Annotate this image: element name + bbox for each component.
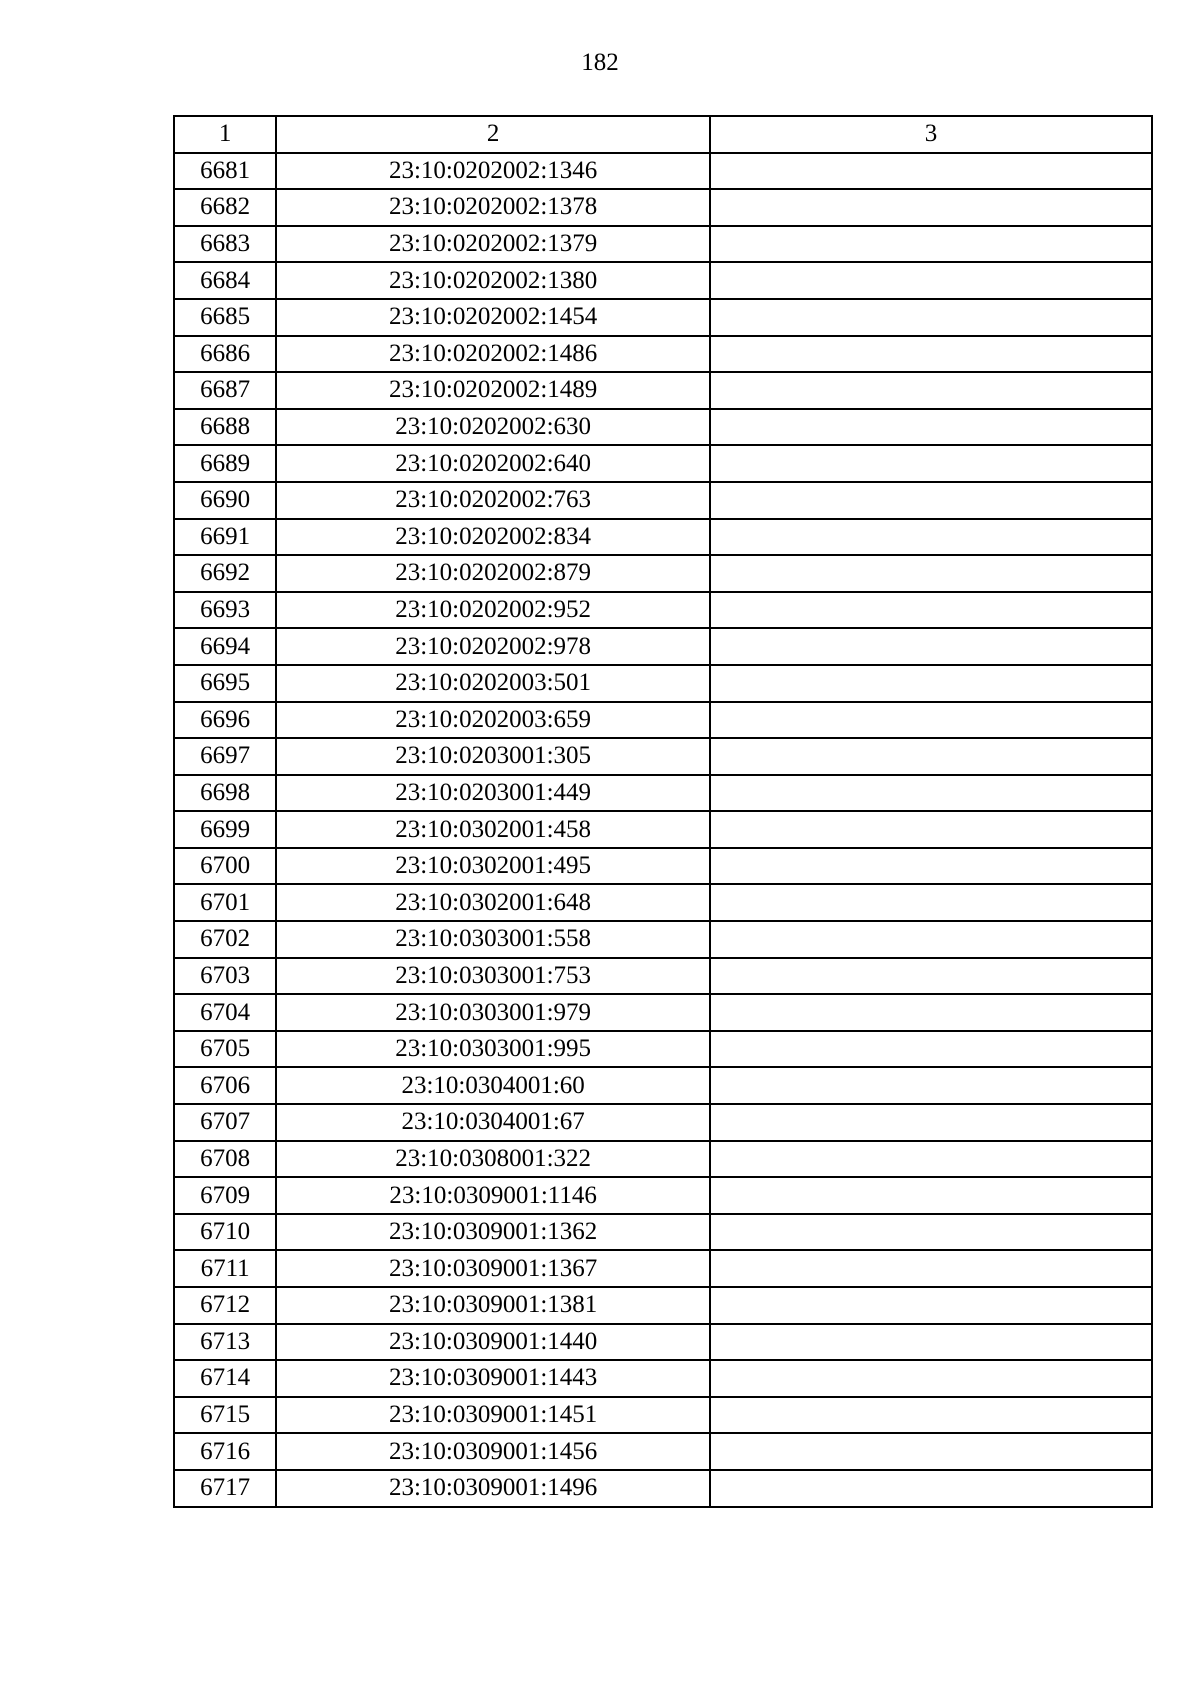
table-row: [174, 994, 1152, 1031]
note-cell: [710, 811, 1152, 848]
cadastral-number-cell: 23:10:0309001:1440: [276, 1324, 710, 1361]
note-cell: [710, 1324, 1152, 1361]
row-number-cell: 6714: [174, 1360, 276, 1397]
row-number-cell: 6705: [174, 1031, 276, 1068]
column-header-3: 3: [710, 116, 1152, 153]
table-row: [174, 1433, 1152, 1470]
row-number-cell: 6696: [174, 702, 276, 739]
table-row: [174, 702, 1152, 739]
row-number-cell: 6689: [174, 445, 276, 482]
table-row: [174, 958, 1152, 995]
table-row: [174, 921, 1152, 958]
cadastral-number-cell: 23:10:0309001:1362: [276, 1214, 710, 1251]
note-cell: [710, 1177, 1152, 1214]
page-number: 182: [581, 49, 619, 76]
table-row: [174, 299, 1152, 336]
row-number-cell: 6694: [174, 628, 276, 665]
table-row: [174, 592, 1152, 629]
note-cell: [710, 299, 1152, 336]
row-number-cell: 6717: [174, 1470, 276, 1507]
cadastral-number-cell: 23:10:0303001:995: [276, 1031, 710, 1068]
note-cell: [710, 628, 1152, 665]
cadastral-number-cell: 23:10:0202002:952: [276, 592, 710, 629]
table-row: [174, 1360, 1152, 1397]
cadastral-table: [173, 115, 1153, 1508]
table-row: [174, 336, 1152, 373]
cadastral-number-cell: 23:10:0303001:753: [276, 958, 710, 995]
table-row: [174, 226, 1152, 263]
row-number-cell: 6683: [174, 226, 276, 263]
cadastral-number-cell: 23:10:0202002:763: [276, 482, 710, 519]
table-row: [174, 189, 1152, 226]
table-row: [174, 1177, 1152, 1214]
cadastral-number-cell: 23:10:0202003:659: [276, 702, 710, 739]
row-number-cell: 6703: [174, 958, 276, 995]
table-row: [174, 372, 1152, 409]
row-number-cell: 6702: [174, 921, 276, 958]
cadastral-number-cell: 23:10:0202002:879: [276, 555, 710, 592]
note-cell: [710, 1250, 1152, 1287]
note-cell: [710, 848, 1152, 885]
note-cell: [710, 1287, 1152, 1324]
table-row: [174, 1031, 1152, 1068]
cadastral-number-cell: 23:10:0203001:449: [276, 775, 710, 812]
cadastral-number-cell: 23:10:0309001:1443: [276, 1360, 710, 1397]
note-cell: [710, 445, 1152, 482]
row-number-cell: 6700: [174, 848, 276, 885]
row-number-cell: 6709: [174, 1177, 276, 1214]
row-number-cell: 6704: [174, 994, 276, 1031]
note-cell: [710, 409, 1152, 446]
row-number-cell: 6681: [174, 153, 276, 190]
table-row: [174, 1104, 1152, 1141]
note-cell: [710, 482, 1152, 519]
note-cell: [710, 738, 1152, 775]
note-cell: [710, 884, 1152, 921]
note-cell: [710, 592, 1152, 629]
cadastral-number-cell: 23:10:0202002:1379: [276, 226, 710, 263]
row-number-cell: 6682: [174, 189, 276, 226]
table-row: [174, 1324, 1152, 1361]
table-row: [174, 775, 1152, 812]
note-cell: [710, 1397, 1152, 1434]
cadastral-number-cell: 23:10:0303001:558: [276, 921, 710, 958]
cadastral-number-cell: 23:10:0304001:60: [276, 1067, 710, 1104]
table-row: [174, 628, 1152, 665]
note-cell: [710, 958, 1152, 995]
row-number-cell: 6701: [174, 884, 276, 921]
column-header-2: 2: [276, 116, 710, 153]
note-cell: [710, 1470, 1152, 1507]
row-number-cell: 6697: [174, 738, 276, 775]
note-cell: [710, 189, 1152, 226]
row-number-cell: 6691: [174, 519, 276, 556]
note-cell: [710, 1141, 1152, 1178]
row-number-cell: 6685: [174, 299, 276, 336]
note-cell: [710, 1433, 1152, 1470]
note-cell: [710, 702, 1152, 739]
cadastral-number-cell: 23:10:0309001:1456: [276, 1433, 710, 1470]
row-number-cell: 6693: [174, 592, 276, 629]
note-cell: [710, 1360, 1152, 1397]
table-row: [174, 555, 1152, 592]
column-header-1: 1: [174, 116, 276, 153]
table-row: [174, 811, 1152, 848]
cadastral-number-cell: 23:10:0202002:1346: [276, 153, 710, 190]
row-number-cell: 6711: [174, 1250, 276, 1287]
note-cell: [710, 1067, 1152, 1104]
cadastral-number-cell: 23:10:0202003:501: [276, 665, 710, 702]
table-row: [174, 153, 1152, 190]
row-number-cell: 6716: [174, 1433, 276, 1470]
note-cell: [710, 921, 1152, 958]
row-number-cell: 6686: [174, 336, 276, 373]
row-number-cell: 6707: [174, 1104, 276, 1141]
cadastral-number-cell: 23:10:0302001:458: [276, 811, 710, 848]
table-row: [174, 1067, 1152, 1104]
cadastral-number-cell: 23:10:0202002:834: [276, 519, 710, 556]
row-number-cell: 6684: [174, 262, 276, 299]
cadastral-number-cell: 23:10:0202002:640: [276, 445, 710, 482]
row-number-cell: 6710: [174, 1214, 276, 1251]
row-number-cell: 6695: [174, 665, 276, 702]
table-body: [174, 153, 1152, 1507]
cadastral-number-cell: 23:10:0202002:1380: [276, 262, 710, 299]
row-number-cell: 6692: [174, 555, 276, 592]
row-number-cell: 6706: [174, 1067, 276, 1104]
row-number-cell: 6699: [174, 811, 276, 848]
cadastral-number-cell: 23:10:0309001:1451: [276, 1397, 710, 1434]
note-cell: [710, 226, 1152, 263]
table-row: [174, 262, 1152, 299]
note-cell: [710, 336, 1152, 373]
note-cell: [710, 994, 1152, 1031]
table-row: [174, 1250, 1152, 1287]
cadastral-number-cell: 23:10:0302001:495: [276, 848, 710, 885]
table-row: [174, 445, 1152, 482]
table-row: [174, 1470, 1152, 1507]
row-number-cell: 6688: [174, 409, 276, 446]
row-number-cell: 6715: [174, 1397, 276, 1434]
row-number-cell: 6708: [174, 1141, 276, 1178]
cadastral-number-cell: 23:10:0309001:1367: [276, 1250, 710, 1287]
table-row: [174, 482, 1152, 519]
table-header: [174, 116, 1152, 153]
cadastral-number-cell: 23:10:0309001:1381: [276, 1287, 710, 1324]
cadastral-number-cell: 23:10:0303001:979: [276, 994, 710, 1031]
cadastral-number-cell: 23:10:0203001:305: [276, 738, 710, 775]
table-row: [174, 1141, 1152, 1178]
cadastral-number-cell: 23:10:0309001:1496: [276, 1470, 710, 1507]
row-number-cell: 6713: [174, 1324, 276, 1361]
cadastral-number-cell: 23:10:0309001:1146: [276, 1177, 710, 1214]
cadastral-number-cell: 23:10:0202002:1486: [276, 336, 710, 373]
cadastral-number-cell: 23:10:0202002:1454: [276, 299, 710, 336]
table-row: [174, 409, 1152, 446]
note-cell: [710, 153, 1152, 190]
note-cell: [710, 1104, 1152, 1141]
row-number-cell: 6698: [174, 775, 276, 812]
note-cell: [710, 1031, 1152, 1068]
note-cell: [710, 372, 1152, 409]
table-row: [174, 738, 1152, 775]
header-row: [174, 116, 1152, 153]
note-cell: [710, 665, 1152, 702]
note-cell: [710, 555, 1152, 592]
row-number-cell: 6690: [174, 482, 276, 519]
cadastral-number-cell: 23:10:0308001:322: [276, 1141, 710, 1178]
note-cell: [710, 519, 1152, 556]
note-cell: [710, 775, 1152, 812]
table-row: [174, 519, 1152, 556]
cadastral-number-cell: 23:10:0302001:648: [276, 884, 710, 921]
cadastral-number-cell: 23:10:0304001:67: [276, 1104, 710, 1141]
table-row: [174, 884, 1152, 921]
table-row: [174, 1214, 1152, 1251]
row-number-cell: 6687: [174, 372, 276, 409]
table-row: [174, 848, 1152, 885]
cadastral-number-cell: 23:10:0202002:1489: [276, 372, 710, 409]
cadastral-number-cell: 23:10:0202002:978: [276, 628, 710, 665]
table-row: [174, 1287, 1152, 1324]
table-row: [174, 1397, 1152, 1434]
row-number-cell: 6712: [174, 1287, 276, 1324]
table-row: [174, 665, 1152, 702]
cadastral-number-cell: 23:10:0202002:630: [276, 409, 710, 446]
note-cell: [710, 1214, 1152, 1251]
cadastral-number-cell: 23:10:0202002:1378: [276, 189, 710, 226]
note-cell: [710, 262, 1152, 299]
